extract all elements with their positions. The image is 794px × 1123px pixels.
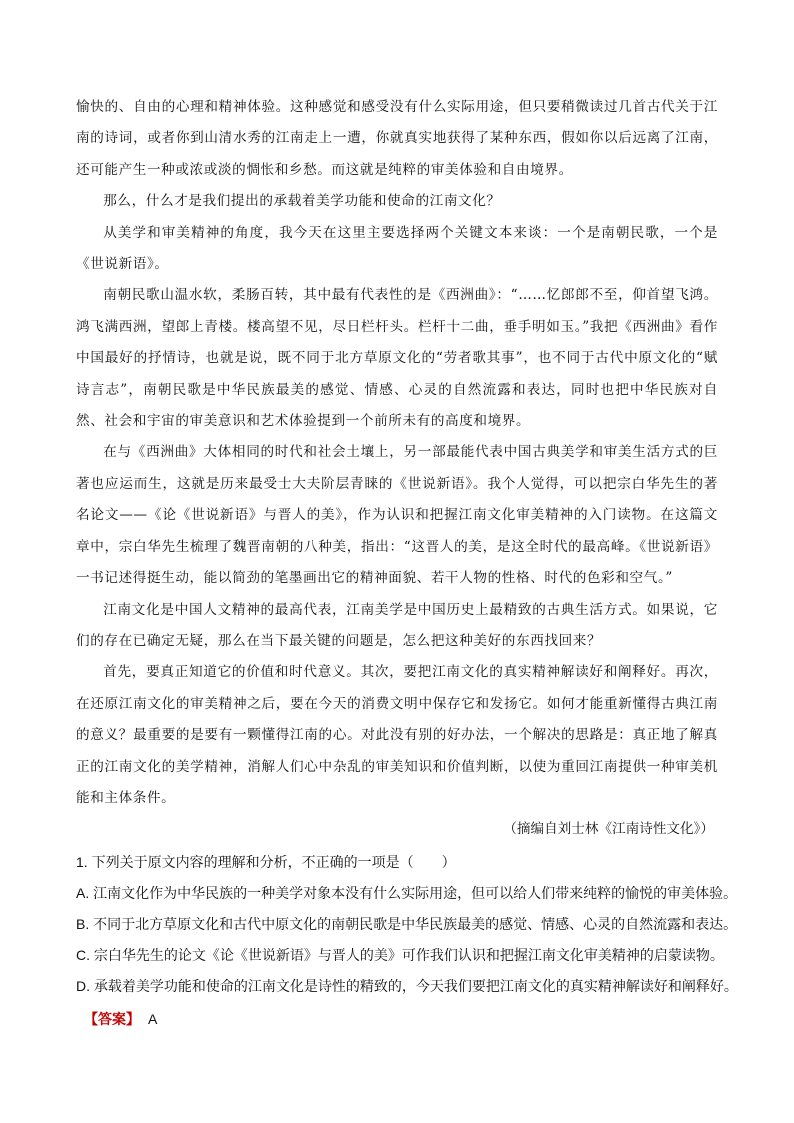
- passage-paragraph-6: 江南文化是中国人文精神的最高代表，江南美学是中国历史上最精致的古典生活方式。如果说，它们的存在已确定无疑，那么在当下最关键的问题是，怎么把这种美好的东西找回来？: [76, 601, 718, 649]
- source-citation: （摘编自刘士林《江南诗性文化》）: [503, 821, 714, 838]
- passage-paragraph-5: 在与《西洲曲》大体相同的时代和社会土壤上，另一部最能代表中国古典美学和审美生活方式的巨著也应运而生，这就是历来最受士大夫阶层青睐的《世说新语》。我个人觉得，可以把宗白华先生的著名论文——《论《世说新语》与晋人的美》，作为认识和把握江南文化审美精神的入门读物。在这篇文章中，宗白华先生梳理了魏晋南朝的八种美，指出：“这晋人的美，是这全时代的最高峰。《世说新语》一书记述得挺生动，能以简劲的笔墨画出它的精神面貌、若干人物的性格、时代的色彩和空气。”: [76, 444, 718, 587]
- passage-paragraph-2: 那么，什么才是我们提出的承载着美学功能和使命的江南文化？: [103, 193, 501, 210]
- option-d[interactable]: D. 承载着美学功能和使命的江南文化是诗性的精致的，今天我们要把江南文化的真实精神解读好和阐释好。: [76, 978, 738, 995]
- passage-paragraph-7: 首先，要真正知道它的价值和时代意义。其次，要把江南文化的真实精神解读好和阐释好。再次，在还原江南文化的审美精神之后，要在今天的消费文明中保存它和发扬它。如何才能重新懂得古典江南的意义？最重要的是要有一颗懂得江南的心。对此没有别的好办法，一个解决的思路是：真正地了解真正的江南文化的美学精神，消解人们心中杂乱的审美知识和价值判断，以使为重回江南提供一种审美机能和主体条件。: [76, 664, 718, 806]
- answer-label: 【答案】: [84, 1011, 140, 1028]
- option-b[interactable]: B. 不同于北方草原文化和古代中原文化的南朝民歌是中华民族最美的感觉、情感、心灵的自然流露和表达。: [76, 916, 738, 933]
- answer-value: A: [148, 1011, 158, 1028]
- passage-paragraph-4: 南朝民歌山温水软，柔肠百转，其中最有代表性的是《西洲曲》：“……忆郎郎不至，仰首望飞鸿。鸿飞满西洲，望郎上青楼。楼高望不见，尽日栏杆头。栏杆十二曲，垂手明如玉。”我把《西洲曲》看作中国最好的抒情诗，也就是说，既不同于北方草原文化的“劳者歌其事”，也不同于古代中原文化的“赋诗言志”，南朝民歌是中华民族最美的感觉、情感、心灵的自然流露和表达，同时也把中华民族对自然、社会和宇宙的审美意识和艺术体验提到一个前所未有的高度和境界。: [76, 287, 718, 430]
- option-a[interactable]: A. 江南文化作为中华民族的一种美学对象本没有什么实际用途，但可以给人们带来纯粹的愉悦的审美体验。: [76, 885, 738, 902]
- question-block: [76, 847, 738, 1002]
- option-c[interactable]: C. 宗白华先生的论文《论《世说新语》与晋人的美》可作我们认识和把握江南文化审美精神的启蒙读物。: [76, 947, 724, 964]
- reading-passage: [76, 92, 718, 814]
- answer-line: [76, 1003, 718, 1035]
- passage-paragraph-1: 愉快的、自由的心理和精神体验。这种感觉和感受没有什么实际用途，但只要稍微读过几首古代关于江南的诗词，或者你到山清水秀的江南走上一遭，你就真实地获得了某种东西，假如你以后远离了江南，还可能产生一种或浓或淡的惆怅和乡愁。而这就是纯粹的审美体验和自由境界。: [76, 99, 718, 178]
- passage-paragraph-3: 从美学和审美精神的角度，我今天在这里主要选择两个关键文本来谈：一个是南朝民歌，一个是《世说新语》。: [76, 224, 718, 273]
- question-stem: 1. 下列关于原文内容的理解和分析，不正确的一项是（ ）: [76, 854, 456, 871]
